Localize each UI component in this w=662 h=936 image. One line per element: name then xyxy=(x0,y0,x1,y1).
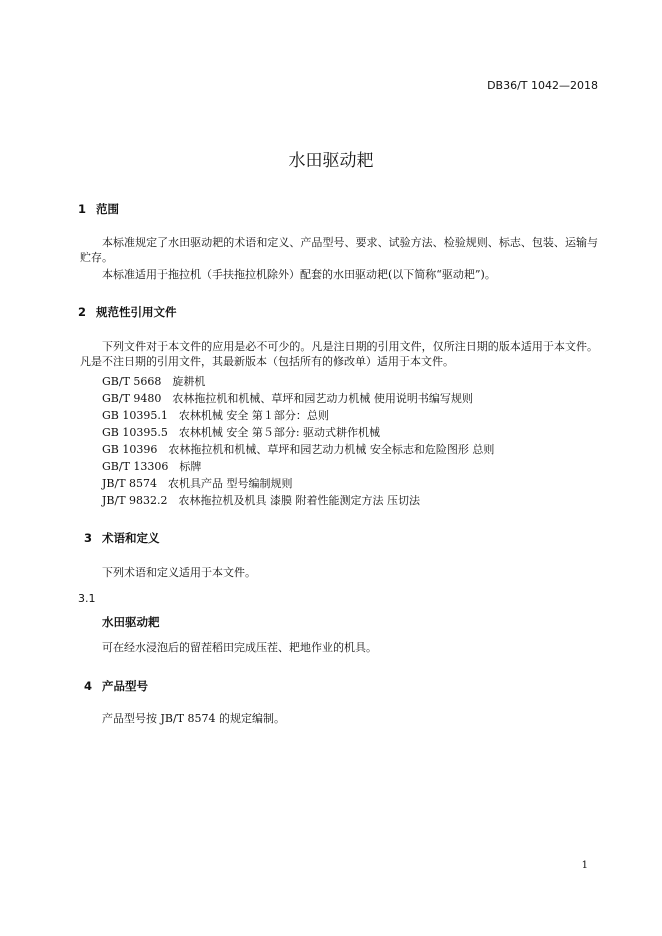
section-heading-1 xyxy=(78,201,119,217)
section-title: 术语和定义 xyxy=(102,531,160,545)
reference-item: GB 10395.1 农林机械 安全 第１部分：总则 xyxy=(102,409,329,422)
reference-item: GB/T 9480 农林拖拉机和机械、草坪和园艺动力机械 使用说明书编写规则 xyxy=(102,392,473,405)
scope-paragraph-2: 本标准适用于拖拉机（手扶拖拉机除外）配套的水田驱动耙(以下简称“驱动耙”)。 xyxy=(102,268,496,281)
section-number: 4 xyxy=(84,679,93,693)
section-number: 1 xyxy=(78,202,87,216)
references-intro: 下列文件对于本文件的应用是必不可少的。凡是注日期的引用文件，仅所注日期的版本适用于本文件。凡是不注日期的引用文件，其最新版本（包括所有的修改单）适用于本文件。 xyxy=(80,340,598,368)
section-heading-3 xyxy=(84,530,160,546)
model-text: 产品型号按 JB/T 8574 的规定编制。 xyxy=(102,712,286,725)
reference-item: JB/T 9832.2 农林拖拉机及机具 漆膜 附着性能测定方法 压切法 xyxy=(102,494,421,507)
term-name: 水田驱动耙 xyxy=(102,615,160,629)
reference-item: GB 10396 农林拖拉机和机械、草坪和园艺动力机械 安全标志和危险图形 总则 xyxy=(102,443,495,456)
reference-item: GB/T 13306 标牌 xyxy=(102,460,202,473)
section-number: 3 xyxy=(84,531,93,545)
page-number: 1 xyxy=(581,860,588,871)
scope-paragraph-1: 本标准规定了水田驱动耙的术语和定义、产品型号、要求、试验方法、检验规则、标志、包装、运输与贮存。 xyxy=(80,236,598,264)
document-title: 水田驱动耙 xyxy=(288,151,374,171)
section-title: 规范性引用文件 xyxy=(96,305,177,319)
standard-code: DB36/T 1042—2018 xyxy=(487,79,598,92)
reference-item: GB 10395.5 农林机械 安全 第５部分: 驱动式耕作机械 xyxy=(102,426,381,439)
term-number: 3.1 xyxy=(78,592,96,605)
terms-intro: 下列术语和定义适用于本文件。 xyxy=(102,566,256,579)
term-definition: 可在经水浸泡后的留茬稻田完成压茬、耙地作业的机具。 xyxy=(102,641,377,654)
reference-item: JB/T 8574 农机具产品 型号编制规则 xyxy=(102,477,293,490)
section-title: 产品型号 xyxy=(102,679,148,693)
section-heading-2 xyxy=(78,304,177,320)
section-heading-4 xyxy=(84,678,148,694)
section-title: 范围 xyxy=(96,202,119,216)
reference-item: GB/T 5668 旋耕机 xyxy=(102,375,206,388)
section-number: 2 xyxy=(78,305,87,319)
